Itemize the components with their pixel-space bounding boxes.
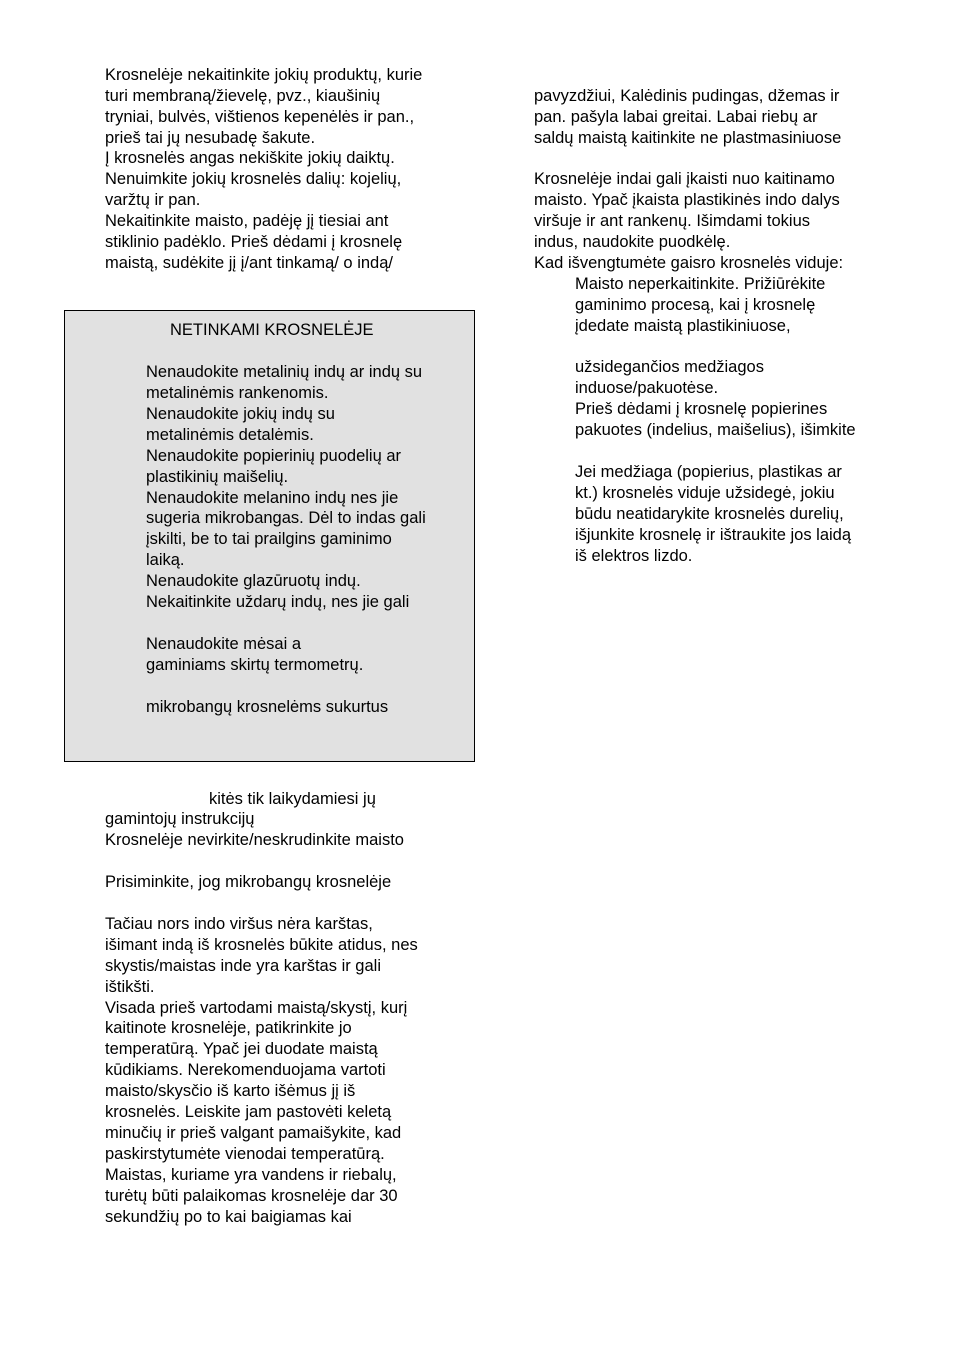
indented-line: pakuotes (indelius, maišelius), išimkite (575, 421, 856, 439)
indented-line: išjunkite krosnelę ir ištraukite jos laidą (575, 526, 852, 544)
indented-line: būdu neatidarykite krosnelės durelių, (575, 505, 844, 523)
text-line: turi membraną/žievelę, pvz., kiaušinių (105, 87, 381, 105)
text-line: Visada prieš vartodami maistą/skystį, kurį (105, 999, 408, 1017)
box-line: Nenaudokite glazūruotų indų. (146, 572, 361, 590)
text-line: saldų maistą kaitinkite ne plastmasiniuose (534, 129, 842, 147)
text-line: paskirstytumėte vienodai temperatūrą. (105, 1145, 385, 1163)
text-line: krosnelės. Leiskite jam pastovėti keletą (105, 1103, 392, 1121)
text-line: sekundžių po to kai baigiamas kai (105, 1208, 352, 1226)
indented-line: Maisto neperkaitinkite. Prižiūrėkite (575, 275, 826, 293)
text-line: viršuje ir ant rankenų. Išimdami tokius (534, 212, 811, 230)
text-line: turėtų būti palaikomas krosnelėje dar 30 (105, 1187, 398, 1205)
box-line: plastikinių maišelių. (146, 468, 289, 486)
text-line: temperatūrą. Ypač jei duodate maistą (105, 1040, 378, 1058)
box-line: Nenaudokite jokių indų su (146, 405, 335, 423)
text-line: stiklinio padėklo. Prieš dėdami į krosnelę (105, 233, 403, 251)
indented-line: kt.) krosnelės viduje užsidegė, jokiu (575, 484, 835, 502)
text-line: kūdikiams. Nerekomenduojama vartoti (105, 1061, 386, 1079)
indented-line: induose/pakuotėse. (575, 379, 719, 397)
text-line: pavyzdžiui, Kalėdinis pudingas, džemas ir (534, 87, 840, 105)
box-title: NETINKAMI KROSNELĖJE (170, 321, 374, 339)
text-line: Maistas, kuriame yra vandens ir riebalų, (105, 1166, 397, 1184)
text-line: tryniai, bulvės, vištienos kepenėlės ir pan., (105, 108, 415, 126)
text-line: Krosnelėje indai gali įkaisti nuo kaitinamo (534, 170, 835, 188)
indented-line: įdedate maistą plastikiniuose, (575, 317, 791, 335)
box-line: metalinėmis detalėmis. (146, 426, 314, 444)
indented-line: Jei medžiaga (popierius, plastikas ar (575, 463, 842, 481)
text-line: minučių ir prieš valgant pamaišykite, kad (105, 1124, 402, 1142)
indented-line: Prieš dėdami į krosnelę popierines (575, 400, 828, 418)
text-line: Krosnelėje nekaitinkite jokių produktų, kurie (105, 66, 423, 84)
text-line: išimant indą iš krosnelės būkite atidus, nes (105, 936, 418, 954)
text-line: maisto/skysčio iš karto išėmus jį iš (105, 1082, 356, 1100)
text-line: varžtų ir pan. (105, 191, 201, 209)
text-line: prieš tai jų nesubadę šakute. (105, 129, 316, 147)
text-line: Nenuimkite jokių krosnelės dalių: kojelių, (105, 170, 402, 188)
box-line: Nenaudokite melanino indų nes jie (146, 489, 399, 507)
box-line: sugeria mikrobangas. Dėl to indas gali (146, 509, 426, 527)
text-line: kitės tik laikydamiesi jų (209, 790, 376, 808)
indented-line: iš elektros lizdo. (575, 547, 693, 565)
text-line: maisto. Ypač įkaista plastikinės indo dalys (534, 191, 840, 209)
text-line: indus, naudokite puodkėlę. (534, 233, 731, 251)
text-line: Krosnelėje nevirkite/neskrudinkite maisto (105, 831, 404, 849)
text-line: Nekaitinkite maisto, padėję jį tiesiai ant (105, 212, 389, 230)
box-line: Nenaudokite metalinių indų ar indų su (146, 363, 423, 381)
text-line: Kad išvengtumėte gaisro krosnelės viduje: (534, 254, 844, 272)
box-line: Nenaudokite mėsai a (146, 635, 302, 653)
box-line: mikrobangų krosnelėms sukurtus (146, 698, 389, 716)
text-line: Tačiau nors indo viršus nėra karštas, (105, 915, 373, 933)
box-line: Nekaitinkite uždarų indų, nes jie gali (146, 593, 410, 611)
box-line: laiką. (146, 551, 185, 569)
text-line: ištikšti. (105, 978, 155, 996)
text-line: Prisiminkite, jog mikrobangų krosnelėje (105, 873, 392, 891)
box-line: gaminiams skirtų termometrų. (146, 656, 364, 674)
text-line: Į krosnelės angas nekiškite jokių daiktų. (105, 149, 395, 167)
text-line: gamintojų instrukcijų (105, 810, 255, 828)
text-line: kaitinote krosnelėje, patikrinkite jo (105, 1019, 352, 1037)
indented-line: gaminimo procesą, kai į krosnelę (575, 296, 816, 314)
text-line: maistą, sudėkite jį į/ant tinkamą/ o indą/ (105, 254, 393, 272)
indented-line: užsidegančios medžiagos (575, 358, 764, 376)
box-line: Nenaudokite popierinių puodelių ar (146, 447, 402, 465)
text-line: pan. pašyla labai greitai. Labai riebų ar (534, 108, 818, 126)
box-line: metalinėmis rankenomis. (146, 384, 329, 402)
box-line: įskilti, be to tai prailgins gaminimo (146, 530, 392, 548)
text-line: skystis/maistas inde yra karštas ir gali (105, 957, 381, 975)
